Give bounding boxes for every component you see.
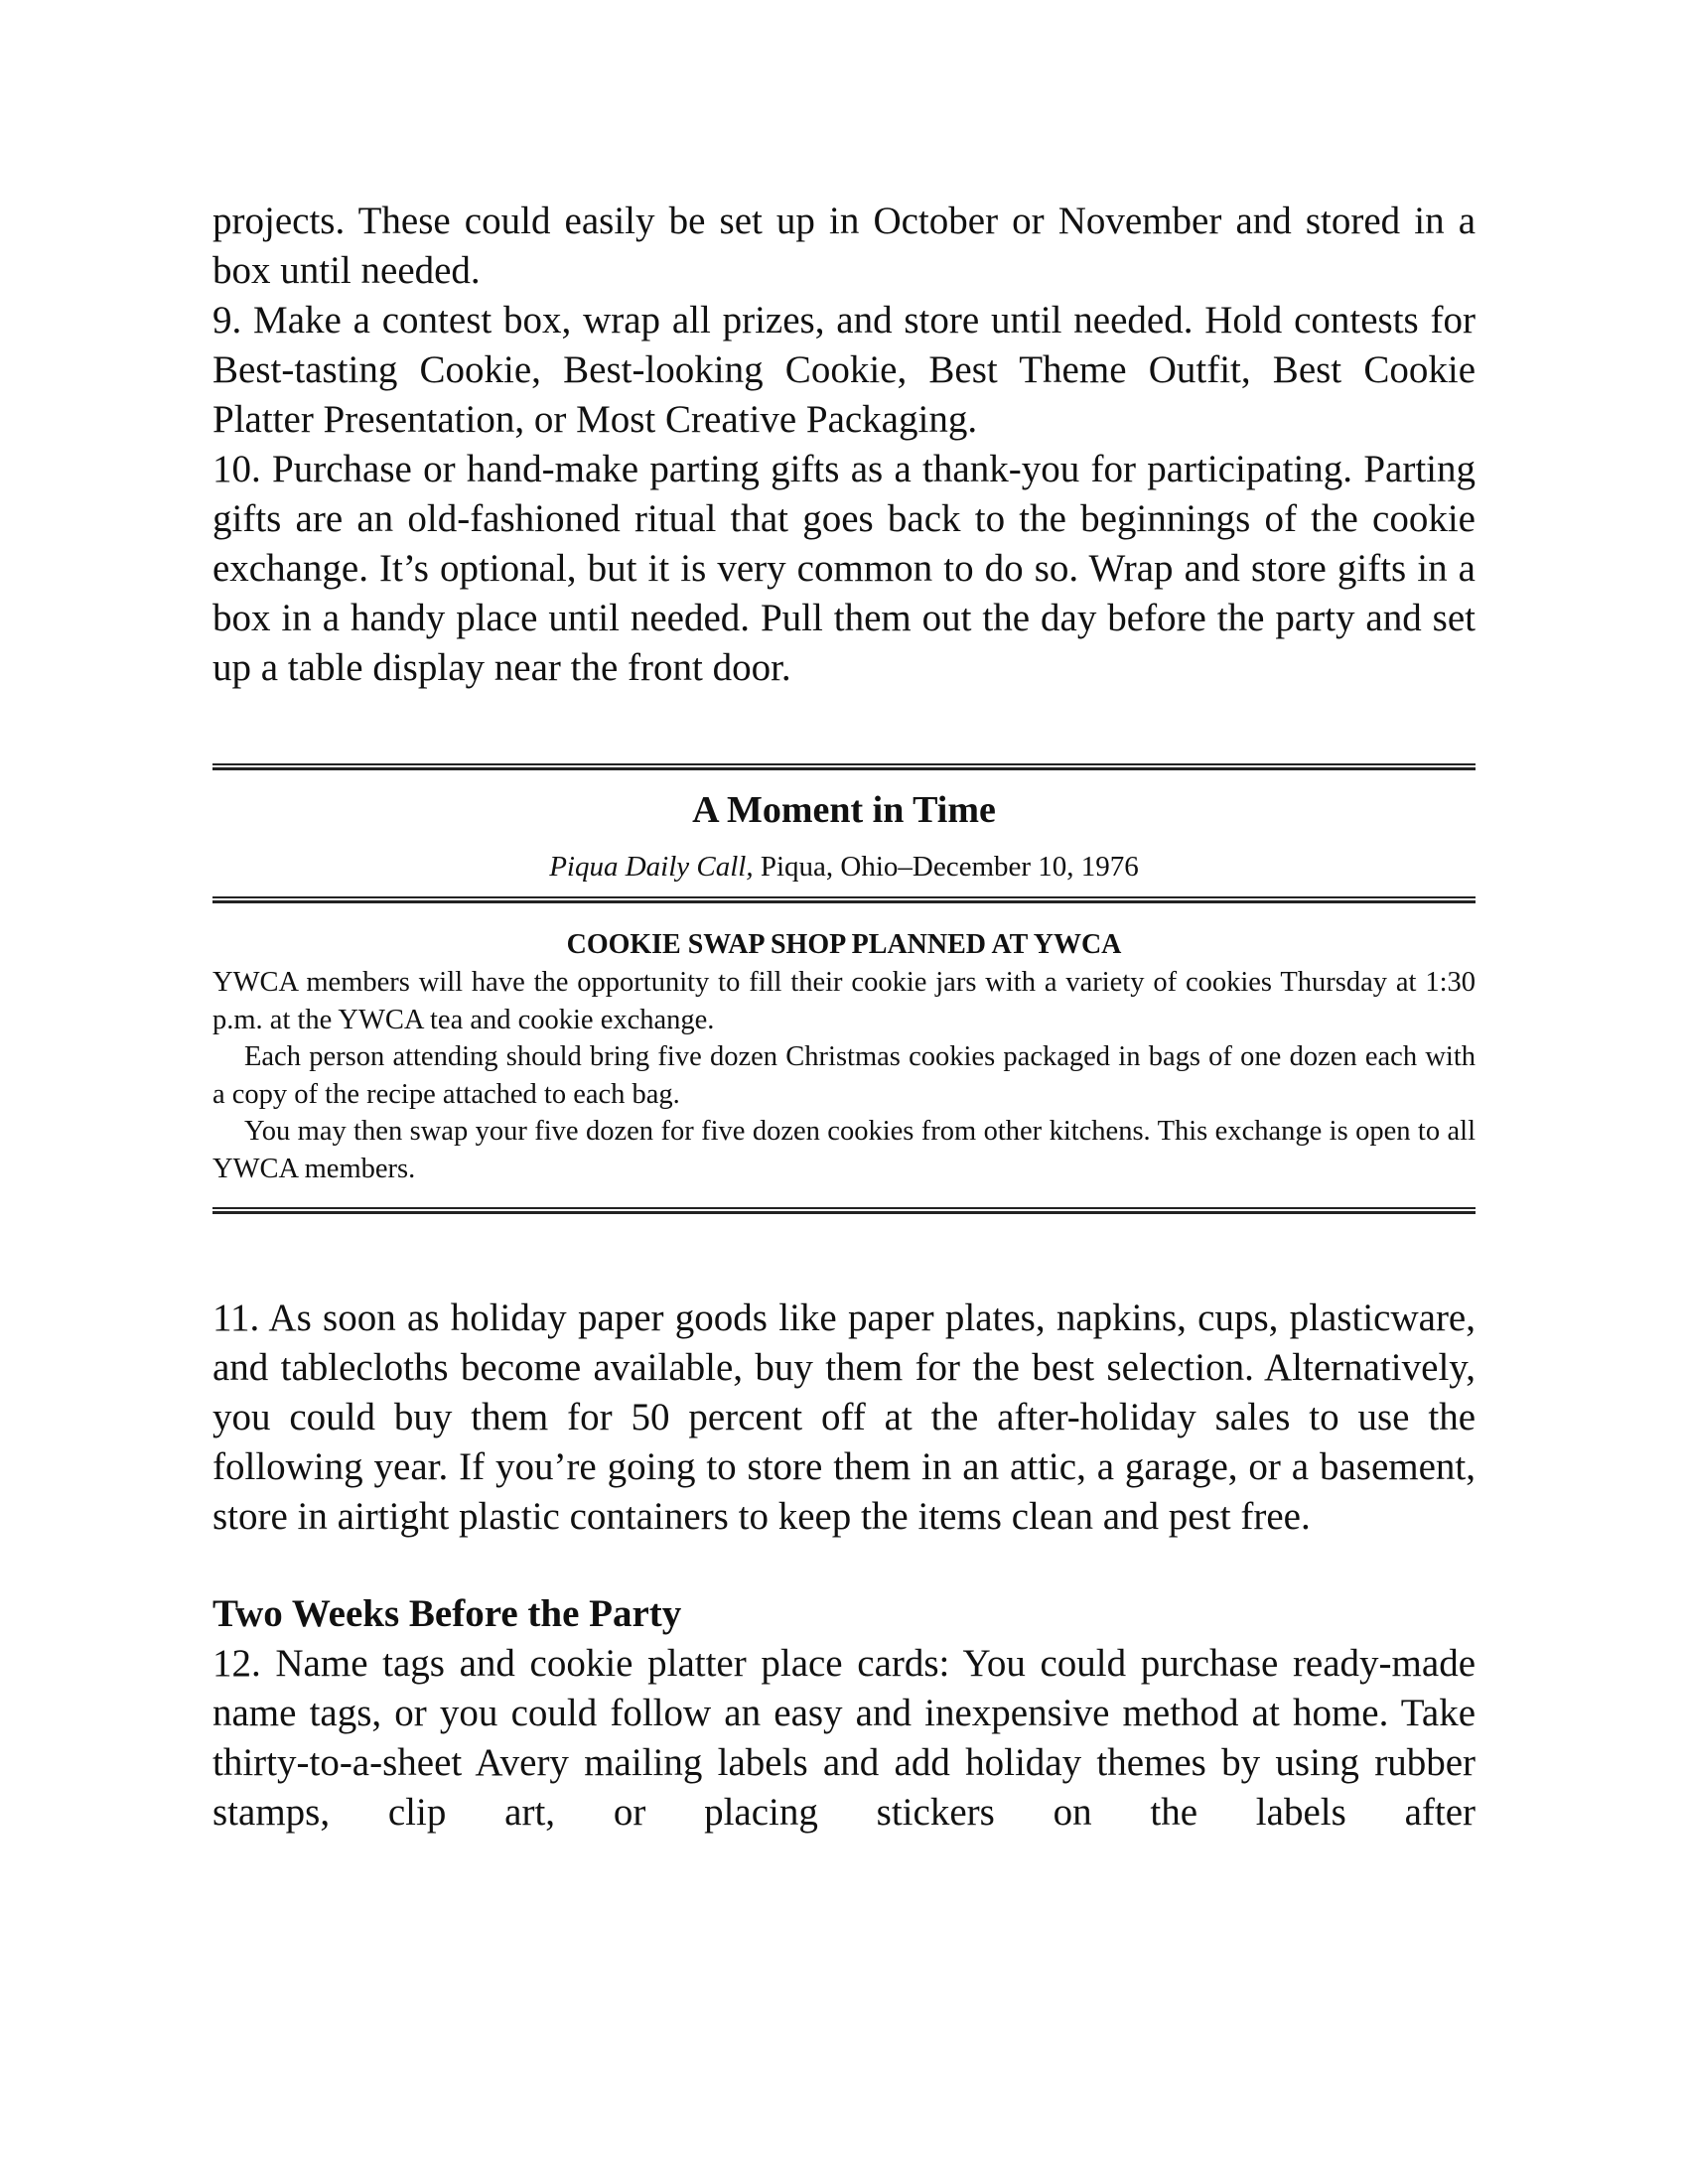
sidebar-middle-rule (212, 896, 1476, 903)
sidebar-title: A Moment in Time (692, 789, 996, 831)
page-content (212, 197, 1476, 1838)
article-paragraph-2: Each person attending should bring five dozen Christmas cookies packaged in bags of one dozen each with a copy of the recipe attached to each bag. (212, 1041, 1476, 1110)
article-paragraph-3: You may then swap your five dozen for five dozen cookies from other kitchens. This exchange is open to all YWCA members. (212, 1116, 1476, 1184)
section-body-text (212, 1639, 1476, 1838)
section-heading: Two Weeks Before the Party (212, 1592, 682, 1635)
article-paragraph-1: YWCA members will have the opportunity to fill their cookie jars with a variety of cookies Thursday at 1:30 p.m. at the YWCA tea and cookie exchange. (212, 967, 1476, 1035)
sidebar-top-rule (212, 763, 1476, 770)
moment-in-time-sidebar (212, 763, 1476, 1214)
list-item-11: 11. As soon as holiday paper goods like paper plates, napkins, cups, plasticware, and tablecloths become available, buy them for the best selection. Alternatively, you could buy them for 50 percent off at the after-holiday sales to use the following year. If you’re going to store them in an attic, a garage, or a basement, store in airtight plastic containers to keep the items clean and pest free. (212, 1297, 1476, 1538)
article-body (212, 964, 1476, 1187)
list-item-10: 10. Purchase or hand-make parting gifts as a thank-you for participating. Parting gifts are an old-fashioned ritual that goes back to the beginnings of the cookie exchange. It’s optional, but it is very common to do so. Wrap and store gifts in a box in a handy place until needed. Pull them out the day before the party and set up a table display near the front door. (212, 448, 1476, 689)
source-publication: Piqua Daily Call, (549, 851, 754, 883)
sidebar-source (212, 849, 1476, 885)
top-body-text (212, 197, 1476, 693)
continued-paragraph: projects. These could easily be set up in October or November and stored in a box until needed. (212, 200, 1476, 292)
list-item-12: 12. Name tags and cookie platter place cards: You could purchase ready-made name tags, or you could follow an easy and inexpensive method at home. Take thirty-to-a-sheet Avery mailing labels and add holiday themes by using rubber stamps, clip art, or placing stickers on the labels after (212, 1642, 1476, 1834)
source-detail: Piqua, Ohio–December 10, 1976 (753, 851, 1139, 883)
sidebar-bottom-rule (212, 1207, 1476, 1214)
bottom-body-text (212, 1294, 1476, 1542)
article-headline: COOKIE SWAP SHOP PLANNED AT YWCA (566, 929, 1122, 960)
list-item-9: 9. Make a contest box, wrap all prizes, and store until needed. Hold contests for Best-tasting Cookie, Best-looking Cookie, Best Theme Outfit, Best Cookie Platter Presentation, or Most Creative Packaging. (212, 299, 1476, 441)
